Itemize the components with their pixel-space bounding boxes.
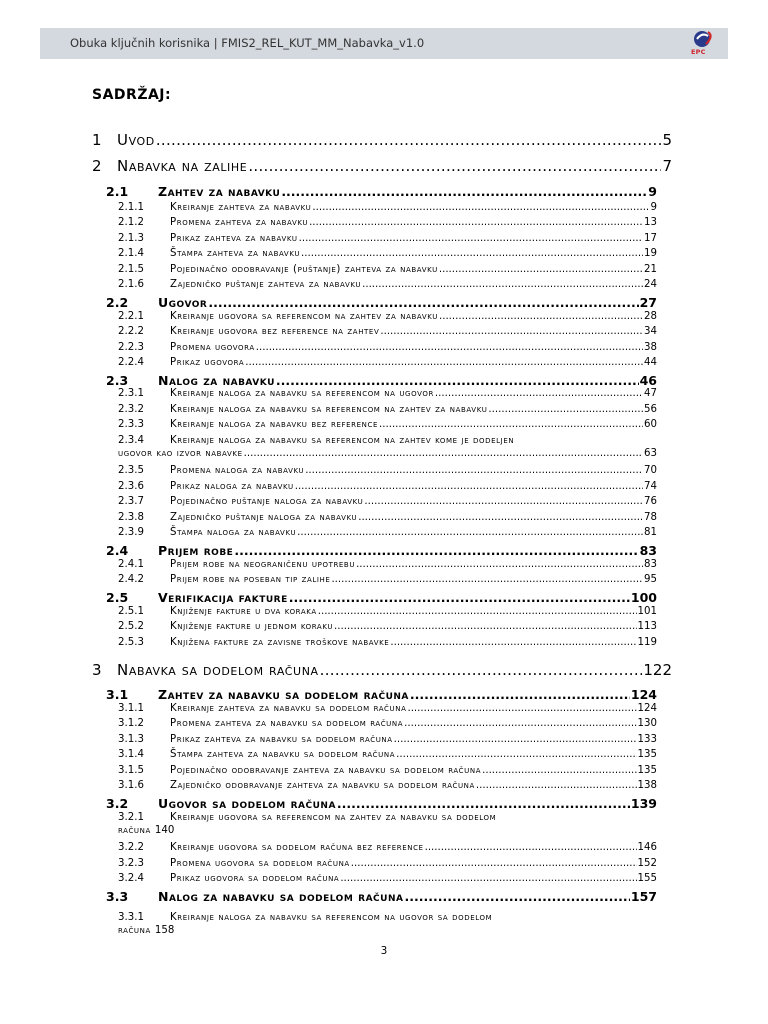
toc-entry-number: 2.1 <box>106 184 129 199</box>
toc-leader-dots <box>351 858 637 869</box>
toc-entry-page: 38 <box>644 342 657 353</box>
toc-entry[interactable] <box>118 621 657 632</box>
toc-entry-number: 3.1.1 <box>118 703 144 714</box>
toc-leader-dots <box>425 842 637 853</box>
toc-leader-dots <box>439 311 643 322</box>
toc-entry-number: 3.1 <box>106 687 129 702</box>
toc-leader-dots <box>305 465 643 476</box>
toc-entry-label-continued: ugovor kao izvor nabavke <box>118 448 243 459</box>
toc-entry[interactable] <box>118 496 657 507</box>
toc-entry-page: 74 <box>644 481 657 492</box>
toc-entry[interactable] <box>118 527 657 538</box>
toc-entry-number: 3.1.4 <box>118 749 144 760</box>
page-header <box>40 28 728 59</box>
toc-entry-number: 2.4 <box>106 543 129 558</box>
toc-entry-number: 2.4.2 <box>118 574 144 585</box>
toc-entry[interactable] <box>106 687 657 702</box>
toc-entry-number: 2.1.1 <box>118 202 144 213</box>
toc-entry-page: 24 <box>644 279 657 290</box>
toc-entry-number: 3.2.3 <box>118 858 144 869</box>
toc-entry-number: 3.2.1 <box>118 812 144 823</box>
toc-leader-dots <box>245 357 643 368</box>
toc-entry-label: Ugovor <box>158 295 208 310</box>
toc-leader-dots <box>407 703 636 714</box>
toc-entry-label: Kreiranje zahteva za nabavku <box>170 202 312 213</box>
toc-entry-number: 1 <box>92 131 102 149</box>
toc-entry-page: 56 <box>644 404 657 415</box>
toc-entry-number: 2.1.2 <box>118 217 144 228</box>
toc-entry-number: 2.1.3 <box>118 233 144 244</box>
toc-entry-page: 138 <box>637 780 657 791</box>
toc-entry-label: Kreiranje naloga za nabavku sa referencom na zahtev za nabavku <box>170 404 488 415</box>
toc-entry-label: Promena ugovora sa dodelom računa <box>170 858 350 869</box>
toc-entry[interactable] <box>118 606 657 617</box>
toc-entry-label: Kreiranje ugovora sa referencom na zahtev za nabavku sa dodelom <box>170 812 497 823</box>
toc-entry[interactable] <box>118 512 657 523</box>
toc-entry-label: Kreiranje ugovora bez reference na zahtev <box>170 326 380 337</box>
toc-leader-dots <box>482 765 636 776</box>
toc-entry-page: 83 <box>644 559 657 570</box>
toc-entry-number: 2.2.2 <box>118 326 144 337</box>
toc-entry-page: 119 <box>637 637 657 648</box>
toc-leader-dots <box>394 734 637 745</box>
toc-entry-page: 7 <box>662 157 672 175</box>
toc-entry-page: 113 <box>637 621 657 632</box>
toc-entry-page: 155 <box>637 873 657 884</box>
toc-entry-page: 63 <box>644 448 657 459</box>
toc-leader-dots <box>396 749 636 760</box>
toc-leader-dots <box>297 527 643 538</box>
toc-entry-page: 81 <box>644 527 657 538</box>
toc-entry-page: 78 <box>644 512 657 523</box>
toc-entry[interactable] <box>118 873 657 884</box>
toc-leader-dots <box>380 326 643 337</box>
toc-entry-label: Kreiranje ugovora sa referencom na zahtev za nabavku <box>170 311 438 322</box>
toc-entry-label: Prikaz naloga za nabavku <box>170 481 294 492</box>
toc-entry-number: 2.3.3 <box>118 419 144 430</box>
toc-entry-page: 19 <box>644 248 657 259</box>
toc-entry[interactable] <box>106 295 657 310</box>
toc-leader-dots <box>299 233 643 244</box>
toc-leader-dots <box>364 496 643 507</box>
toc-entry-label: Nabavka sa dodelom računa <box>117 661 319 679</box>
toc-entry-number: 2.3.7 <box>118 496 144 507</box>
toc-entry[interactable] <box>118 435 657 459</box>
toc-entry-number: 2.2.1 <box>118 311 144 322</box>
epc-logo-icon <box>688 28 720 50</box>
toc-entry[interactable] <box>118 858 657 869</box>
toc-entry-label: Zahtev za nabavku sa dodelom računa <box>158 687 409 702</box>
toc-entry-label: Pojedinačno puštanje naloga za nabavku <box>170 496 364 507</box>
toc-entry-label-continued: računa <box>118 825 151 836</box>
toc-entry-number: 2.3.2 <box>118 404 144 415</box>
toc-leader-dots <box>362 279 643 290</box>
toc-entry-label: Prikaz zahteva za nabavku <box>170 233 298 244</box>
toc-entry-number: 2.1.5 <box>118 264 144 275</box>
toc-entry-page: 5 <box>662 131 672 149</box>
toc-entry-number: 3.1.3 <box>118 734 144 745</box>
toc-leader-dots <box>244 448 643 459</box>
toc-entry-number: 2.3.5 <box>118 465 144 476</box>
toc-leader-dots <box>281 184 647 199</box>
toc-entry-number: 2.3.9 <box>118 527 144 538</box>
toc-entry-label: Pojedinačno odobravanje zahteva za nabavku sa dodelom računa <box>170 765 482 776</box>
toc-entry-label: Ugovor sa dodelom računa <box>158 796 336 811</box>
toc-entry-number: 2.2.3 <box>118 342 144 353</box>
toc-entry-number: 2.2 <box>106 295 129 310</box>
toc-entry[interactable] <box>118 842 657 853</box>
toc-entry[interactable] <box>118 765 657 776</box>
toc-entry[interactable] <box>118 912 657 936</box>
page-number: 3 <box>380 945 388 957</box>
toc-entry[interactable] <box>118 718 657 729</box>
toc-entry-number: 2.5.2 <box>118 621 144 632</box>
toc-entry[interactable] <box>92 131 672 149</box>
toc-entry-label: Prijem robe na neograničenu upotrebu <box>170 559 356 570</box>
toc-entry-number: 3.1.2 <box>118 718 144 729</box>
toc-entry-page: 34 <box>644 326 657 337</box>
toc-entry-page: 83 <box>639 543 657 558</box>
logo-text: EPC <box>691 48 706 56</box>
toc-entry-page: 139 <box>630 796 657 811</box>
toc-entry[interactable] <box>118 311 657 322</box>
toc-leader-dots <box>435 388 643 399</box>
toc-entry-number: 3.1.5 <box>118 765 144 776</box>
toc-leader-dots <box>356 559 643 570</box>
toc-leader-dots <box>320 661 643 679</box>
toc-entry[interactable] <box>118 637 657 648</box>
toc-leader-dots <box>309 217 643 228</box>
toc-entry[interactable] <box>118 217 657 228</box>
toc-entry-number: 3.3 <box>106 889 129 904</box>
toc-leader-dots <box>248 157 661 175</box>
toc-leader-dots <box>156 131 662 149</box>
toc-entry-label: Knjiženje fakture u jednom koraku <box>170 621 334 632</box>
toc-entry-page: 130 <box>637 718 657 729</box>
toc-entry[interactable] <box>118 264 657 275</box>
header-title: Obuka ključnih korisnika | FMIS2_REL_KUT_MM_Nabavka_v1.0 <box>70 36 425 50</box>
toc-entry-label: Zajedničko odobravanje zahteva za nabavku sa dodelom računa <box>170 780 475 791</box>
toc-entry-page: 17 <box>644 233 657 244</box>
toc-leader-dots <box>404 889 629 904</box>
toc-entry-page: 21 <box>644 264 657 275</box>
toc-entry[interactable] <box>92 661 672 679</box>
toc-entry-number: 3.3.1 <box>118 912 144 923</box>
toc-entry-page: 135 <box>637 765 657 776</box>
toc-leader-dots <box>312 202 649 213</box>
toc-entry[interactable] <box>118 342 657 353</box>
toc-entry[interactable] <box>118 388 657 399</box>
toc-entry-label: Nabavka na zalihe <box>117 157 248 175</box>
toc-entry-label: Štampa zahteva za nabavku sa dodelom računa <box>170 749 396 760</box>
toc-entry-number: 2.3.1 <box>118 388 144 399</box>
toc-entry-page: 124 <box>637 703 657 714</box>
toc-entry[interactable] <box>118 749 657 760</box>
toc-entry[interactable] <box>118 481 657 492</box>
toc-entry[interactable] <box>118 734 657 745</box>
toc-entry-number: 2.4.1 <box>118 559 144 570</box>
toc-leader-dots <box>410 687 630 702</box>
toc-entry[interactable] <box>118 202 657 213</box>
toc-entry[interactable] <box>106 373 657 388</box>
toc-entry[interactable] <box>92 157 672 175</box>
toc-entry-page: 95 <box>644 574 657 585</box>
toc-entry-label: Kreiranje naloga za nabavku bez reference <box>170 419 378 430</box>
toc-leader-dots <box>334 621 637 632</box>
toc-entry-label: Nalog za nabavku sa dodelom računa <box>158 889 404 904</box>
toc-entry-page: 70 <box>644 465 657 476</box>
toc-entry-number: 3.2 <box>106 796 129 811</box>
toc-entry[interactable] <box>118 419 657 430</box>
toc-leader-dots <box>476 780 637 791</box>
toc-entry[interactable] <box>118 326 657 337</box>
toc-leader-dots <box>379 419 643 430</box>
toc-entry-number: 2.5.1 <box>118 606 144 617</box>
toc-entry-label: Prikaz ugovora <box>170 357 245 368</box>
toc-leader-dots <box>234 543 638 558</box>
toc-entry-page: 157 <box>630 889 657 904</box>
toc-entry-number: 2.5.3 <box>118 637 144 648</box>
toc-entry-number: 2 <box>92 157 102 175</box>
toc-leader-dots <box>358 512 643 523</box>
toc-leader-dots <box>276 373 639 388</box>
toc-entry-label: Knjiženje fakture u dva koraka <box>170 606 317 617</box>
toc-entry-number: 2.5 <box>106 590 129 605</box>
toc-entry-page: 101 <box>637 606 657 617</box>
toc-entry[interactable] <box>118 559 657 570</box>
toc-entry-page: 9 <box>650 202 657 213</box>
toc-entry[interactable] <box>118 233 657 244</box>
toc-entry-page: 100 <box>630 590 657 605</box>
toc-entry-label: Promena zahteva za nabavku <box>170 217 309 228</box>
toc-entry[interactable] <box>118 780 657 791</box>
toc-entry-page: 9 <box>648 184 657 199</box>
toc-entry-page: 44 <box>644 357 657 368</box>
toc-leader-dots <box>331 574 643 585</box>
toc-entry-label: Kreiranje ugovora sa dodelom računa bez reference <box>170 842 424 853</box>
toc-entry-label: Prijem robe na poseban tip zalihe <box>170 574 331 585</box>
toc-entry-page: 158 <box>154 925 175 936</box>
toc-entry-page: 27 <box>639 295 657 310</box>
toc-entry[interactable] <box>118 279 657 290</box>
toc-entry-label: Prikaz ugovora sa dodelom računa <box>170 873 340 884</box>
toc-entry-label: Kreiranje naloga za nabavku sa referencom na zahtev kome je dodeljen <box>170 435 515 446</box>
toc-entry-label: Knjižena fakture za zavisne troškove nabavke <box>170 637 390 648</box>
toc-entry-label: Promena ugovora <box>170 342 255 353</box>
toc-entry-label: Štampa zahteva za nabavku <box>170 248 301 259</box>
toc-entry-number: 2.3.6 <box>118 481 144 492</box>
toc-entry-label: Promena zahteva za nabavku sa dodelom računa <box>170 718 404 729</box>
toc-leader-dots <box>301 248 643 259</box>
toc-entry-number: 3.2.4 <box>118 873 144 884</box>
toc-leader-dots <box>318 606 637 617</box>
toc-leader-dots <box>295 481 643 492</box>
toc-entry-page: 135 <box>637 749 657 760</box>
toc-leader-dots <box>439 264 643 275</box>
toc-entry-number: 2.1.4 <box>118 248 144 259</box>
toc-entry-number: 2.1.6 <box>118 279 144 290</box>
toc-entry-label: Nalog za nabavku <box>158 373 275 388</box>
toc-entry[interactable] <box>118 465 657 476</box>
toc-entry[interactable] <box>118 703 657 714</box>
toc-entry-label: Prikaz zahteva za nabavku sa dodelom računa <box>170 734 393 745</box>
toc-leader-dots <box>488 404 643 415</box>
toc-leader-dots <box>256 342 643 353</box>
toc-entry[interactable] <box>118 574 657 585</box>
toc-entry-page: 13 <box>644 217 657 228</box>
toc-entry[interactable] <box>118 404 657 415</box>
toc-entry-page: 28 <box>644 311 657 322</box>
toc-entry-page: 122 <box>643 661 672 679</box>
toc-leader-dots <box>390 637 636 648</box>
toc-entry-label: Zajedničko puštanje zahteva za nabavku <box>170 279 362 290</box>
toc-leader-dots <box>404 718 636 729</box>
toc-entry-page: 60 <box>644 419 657 430</box>
toc-entry-number: 3.1.6 <box>118 780 144 791</box>
toc-entry-label: Uvod <box>117 131 155 149</box>
epc-logo <box>688 28 720 59</box>
toc-entry[interactable] <box>118 357 657 368</box>
toc-entry-label: Promena naloga za nabavku <box>170 465 305 476</box>
toc-entry-label: Verifikacija fakture <box>158 590 288 605</box>
toc-entry-label: Pojedinačno odobravanje (puštanje) zahteva za nabavku <box>170 264 438 275</box>
toc-entry-page: 47 <box>644 388 657 399</box>
toc-entry-label: Zahtev za nabavku <box>158 184 281 199</box>
toc-entry-number: 2.2.4 <box>118 357 144 368</box>
toc-entry-label: Štampa naloga za nabavku <box>170 527 297 538</box>
toc-entry-number: 2.3.8 <box>118 512 144 523</box>
toc-entry-page: 133 <box>637 734 657 745</box>
toc-entry-number: 3 <box>92 661 102 679</box>
toc-entry-number: 2.3 <box>106 373 129 388</box>
toc-entry-label: Kreiranje naloga za nabavku sa referencom na ugovor <box>170 388 434 399</box>
toc-entry-label: Kreiranje naloga za nabavku sa referencom na ugovor sa dodelom <box>170 912 493 923</box>
toc-entry[interactable] <box>106 889 657 904</box>
toc-entry-label: Zajedničko puštanje naloga za nabavku <box>170 512 358 523</box>
toc-entry-label: Prijem robe <box>158 543 234 558</box>
toc-entry[interactable] <box>106 543 657 558</box>
toc-entry[interactable] <box>118 812 657 836</box>
toc-title: SADRŽAJ: <box>92 87 172 103</box>
toc-entry-page: 152 <box>637 858 657 869</box>
toc-entry-page: 146 <box>637 842 657 853</box>
toc-entry-page: 46 <box>639 373 657 388</box>
toc-entry[interactable] <box>106 590 657 605</box>
toc-entry-number: 2.3.4 <box>118 435 144 446</box>
toc-entry-label-continued: računa <box>118 925 151 936</box>
toc-entry[interactable] <box>106 184 657 199</box>
toc-leader-dots <box>340 873 636 884</box>
toc-leader-dots <box>208 295 638 310</box>
toc-entry-label: Kreiranje zahteva za nabavku sa dodelom računa <box>170 703 407 714</box>
toc-leader-dots <box>337 796 630 811</box>
toc-leader-dots <box>289 590 630 605</box>
toc-entry-page: 76 <box>644 496 657 507</box>
toc-entry[interactable] <box>118 248 657 259</box>
toc-entry-page: 140 <box>154 825 175 836</box>
toc-entry[interactable] <box>106 796 657 811</box>
toc-entry-page: 124 <box>630 687 657 702</box>
toc-entry-number: 3.2.2 <box>118 842 144 853</box>
